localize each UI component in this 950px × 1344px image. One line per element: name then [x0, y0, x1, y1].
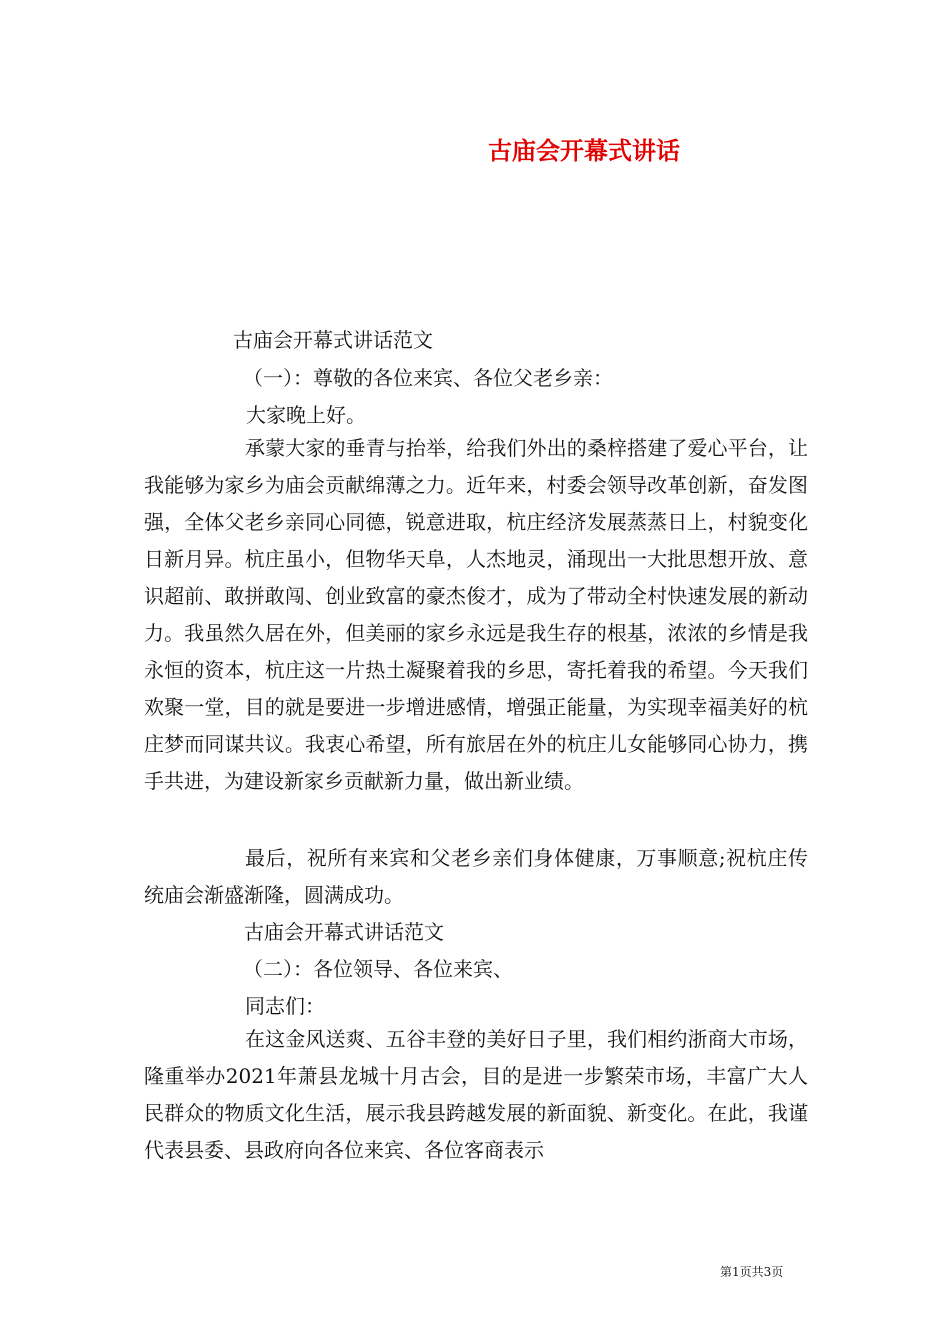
section-1-greeting: 大家晚上好。 — [246, 403, 366, 427]
section-2-heading: 古庙会开幕式讲话范文 — [244, 920, 444, 944]
section-1-heading: 古庙会开幕式讲话范文 — [233, 328, 433, 352]
page-footer: 第1页共3页 — [720, 1265, 784, 1279]
section-1-paragraph-2: 最后，祝所有来宾和父老乡亲们身体健康，万事顺意;祝杭庄传统庙会渐盛渐隆，圆满成功。 — [144, 846, 808, 907]
section-2-paragraph-1: 在这金风送爽、五谷丰登的美好日子里，我们相约浙商大市场，隆重举办2021年萧县龙城十月古会，目的是进一步繁荣市场，丰富广大人民群众的物质文化生活，展示我县跨越发展的新面貌、新变化。在此，我谨代表县委、县政府向各位来宾、各位客商表示 — [144, 1027, 808, 1162]
section-1-salutation: （一）：尊敬的各位来宾、各位父老乡亲： — [243, 366, 613, 390]
section-2-salutation: （二）：各位领导、各位来宾、 — [243, 957, 513, 981]
section-1-paragraph-1: 承蒙大家的垂青与抬举，给我们外出的桑梓搭建了爱心平台，让我能够为家乡为庙会贡献绵薄之力。近年来，村委会领导改革创新，奋发图强，全体父老乡亲同心同德，锐意进取，杭庄经济发展蒸蒸日上，村貌变化日新月异。杭庄虽小，但物华天阜，人杰地灵，涌现出一大批思想开放、意识超前、敢拼敢闯、创业致富的豪杰俊才，成为了带动全村快速发展的新动力。我虽然久居在外，但美丽的家乡永远是我生存的根基，浓浓的乡情是我永恒的资本，杭庄这一片热土凝聚着我的乡思，寄托着我的希望。今天我们欢聚一堂，目的就是要进一步增进感情，增强正能量，为实现幸福美好的杭庄梦而同谋共议。我衷心希望，所有旅居在外的杭庄儿女能够同心协力，携手共进，为建设新家乡贡献新力量，做出新业绩。 — [144, 436, 808, 793]
section-2-greeting: 同志们： — [245, 994, 325, 1018]
page-title: 古庙会开幕式讲话 — [488, 136, 680, 165]
